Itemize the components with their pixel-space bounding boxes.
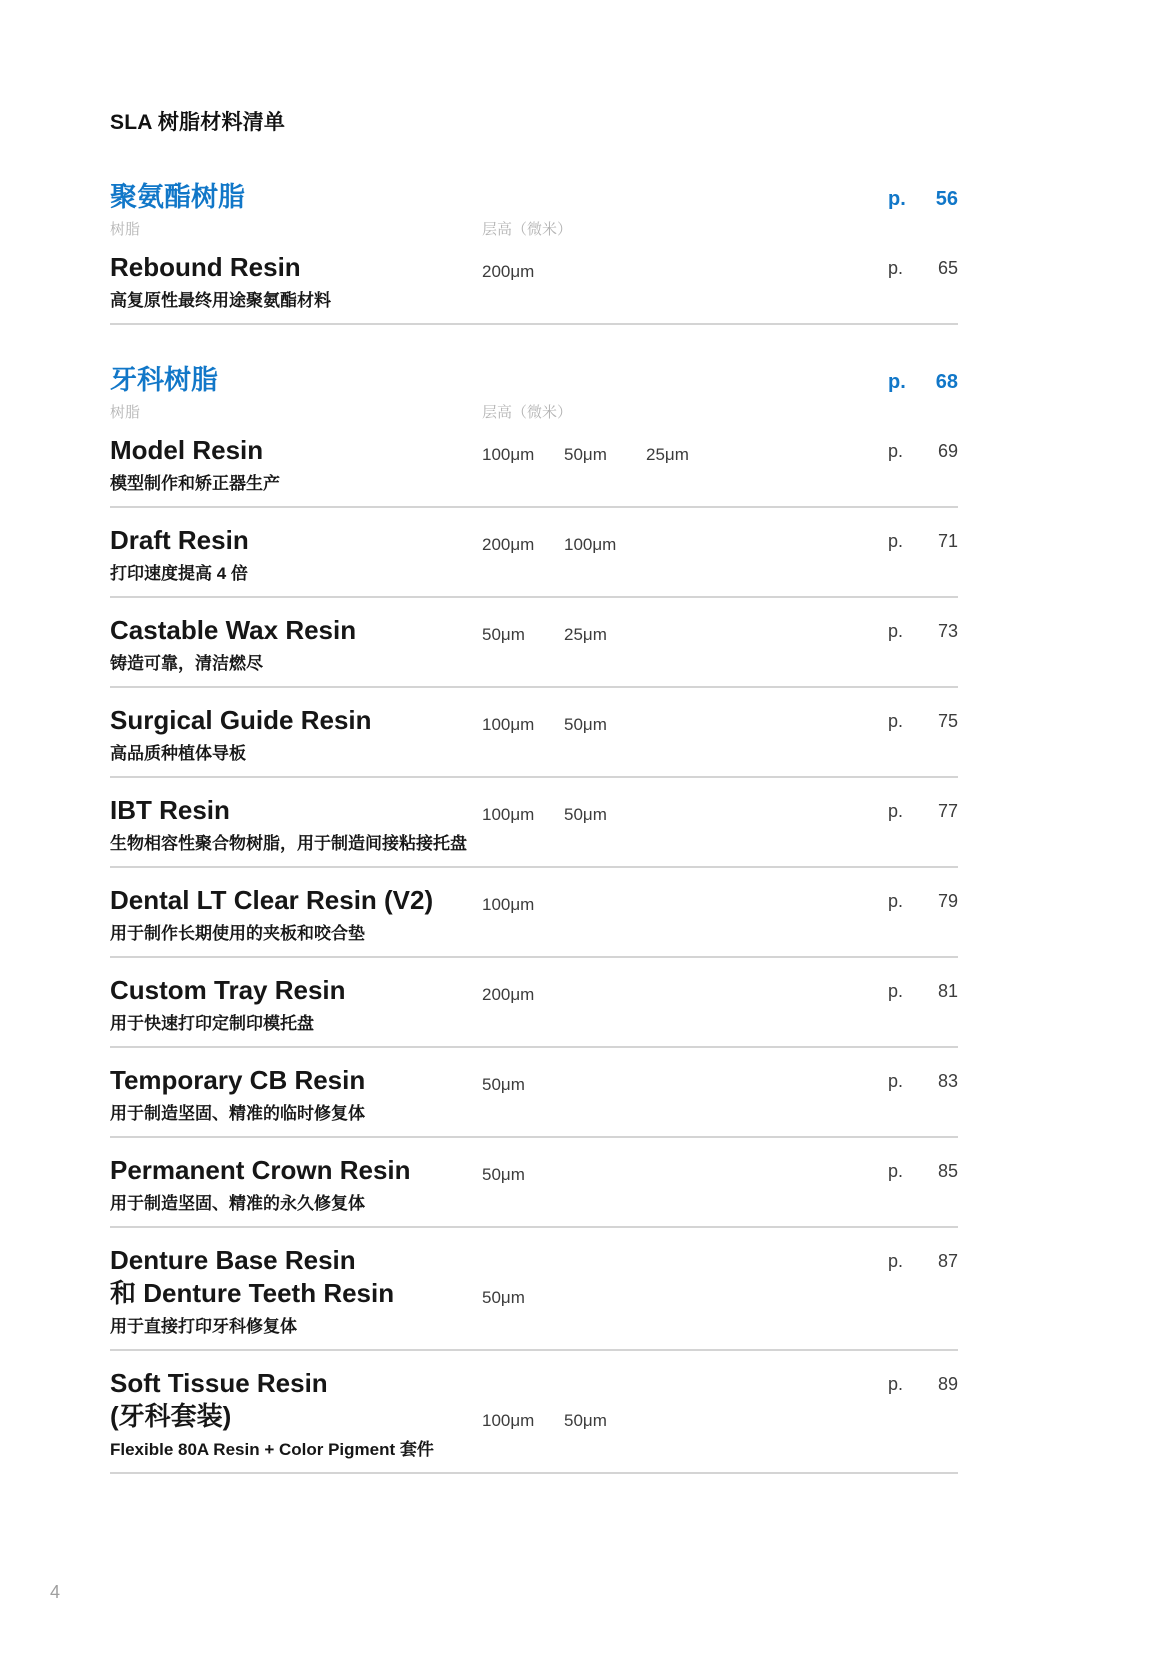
page-abbrev-label: p. (888, 371, 906, 393)
layer-height-value: 200μm (482, 262, 535, 281)
layer-height-value: 50μm (482, 1165, 525, 1184)
layer-height-value: 100μm (482, 895, 535, 914)
layer-height-value: 50μm (564, 1411, 607, 1430)
material-page-number: 83 (937, 1071, 958, 1091)
section-page-number: 56 (935, 188, 958, 210)
material-page-number: 89 (937, 1374, 958, 1394)
material-page-ref[interactable] (888, 1161, 958, 1182)
material-page-ref[interactable] (888, 801, 958, 822)
material-row-rebound-resin (110, 251, 958, 325)
layer-heights (482, 805, 646, 825)
layer-height-value: 100μm (564, 535, 617, 554)
layer-heights (482, 1075, 564, 1095)
material-row-ibt-resin (110, 794, 958, 868)
material-name: IBT Resin (110, 795, 230, 825)
layer-height-value: 50μm (482, 625, 525, 644)
material-row-surgical-guide-resin (110, 704, 958, 778)
material-page-ref[interactable] (888, 531, 958, 552)
layer-height-value: 25μm (646, 445, 689, 464)
page-abbrev-label: p. (888, 621, 904, 641)
layer-height-value: 50μm (564, 715, 607, 734)
layer-height-value: 100μm (482, 805, 535, 824)
material-name: Permanent Crown Resin (110, 1155, 411, 1185)
layer-height-value: 100μm (482, 1411, 535, 1430)
material-page-number: 81 (937, 981, 958, 1001)
material-description: 模型制作和矫正器生产 (110, 474, 280, 493)
section-header (110, 363, 958, 397)
section-header (110, 180, 958, 214)
layer-heights (482, 985, 564, 1005)
material-name: Rebound Resin (110, 252, 301, 282)
page-content (110, 106, 958, 1490)
column-headers (110, 401, 958, 422)
material-page-ref[interactable] (888, 621, 958, 642)
material-description: Flexible 80A Resin + Color Pigment 套件 (110, 1440, 434, 1459)
layer-height-value: 50μm (564, 445, 607, 464)
material-description: 铸造可靠，清洁燃尽 (110, 654, 263, 673)
material-row-model-resin (110, 434, 958, 508)
material-name: Draft Resin (110, 525, 249, 555)
layer-heights (482, 535, 646, 555)
column-label-resin: 树脂 (110, 221, 141, 238)
layer-height-value: 100μm (482, 715, 535, 734)
page-abbrev-label: p. (888, 1374, 904, 1394)
section-dental-resins (110, 363, 958, 1474)
material-row-denture-base-teeth-resin (110, 1244, 958, 1351)
section-title: 牙科树脂 (110, 365, 218, 395)
material-page-number: 75 (937, 711, 958, 731)
column-label-layer-height: 层高（微米） (482, 221, 573, 238)
layer-height-value: 200μm (482, 535, 535, 554)
section-page-ref[interactable] (888, 188, 958, 214)
section-polyurethane-resins (110, 180, 958, 325)
material-name: Denture Base Resin 和 Denture Teeth Resin (110, 1245, 395, 1308)
page-abbrev-label: p. (888, 531, 904, 551)
page-title: SLA 树脂材料清单 (110, 111, 286, 134)
material-name: Soft Tissue Resin (牙科套装) (110, 1368, 328, 1431)
material-page-ref[interactable] (888, 1251, 958, 1272)
material-description: 用于制造坚固、精准的临时修复体 (110, 1104, 365, 1123)
footer-page-number: 4 (50, 1582, 61, 1602)
material-name: Dental LT Clear Resin (V2) (110, 885, 434, 915)
material-description: 用于直接打印牙科修复体 (110, 1317, 297, 1336)
material-row-soft-tissue-resin (110, 1367, 958, 1474)
material-page-ref[interactable] (888, 1374, 958, 1395)
layer-height-value: 100μm (482, 445, 535, 464)
material-page-ref[interactable] (888, 441, 958, 462)
material-name: Temporary CB Resin (110, 1065, 366, 1095)
layer-height-value: 25μm (564, 625, 607, 644)
material-row-permanent-crown-resin (110, 1154, 958, 1228)
material-page-number: 87 (937, 1251, 958, 1271)
material-description: 高复原性最终用途聚氨酯材料 (110, 291, 331, 310)
material-name: Surgical Guide Resin (110, 705, 372, 735)
material-page-number: 71 (937, 531, 958, 551)
material-description: 用于制作长期使用的夹板和咬合垫 (110, 924, 365, 943)
material-page-number: 79 (937, 891, 958, 911)
column-label-layer-height: 层高（微米） (482, 404, 573, 421)
section-page-ref[interactable] (888, 371, 958, 397)
page-abbrev-label: p. (888, 711, 904, 731)
material-row-custom-tray-resin (110, 974, 958, 1048)
material-page-ref[interactable] (888, 981, 958, 1002)
column-label-resin: 树脂 (110, 404, 141, 421)
layer-heights (482, 895, 564, 915)
page-abbrev-label: p. (888, 1071, 904, 1091)
page-abbrev-label: p. (888, 188, 906, 210)
material-description: 用于制造坚固、精准的永久修复体 (110, 1194, 365, 1213)
material-page-number: 65 (937, 258, 958, 278)
material-page-number: 69 (937, 441, 958, 461)
layer-height-value: 200μm (482, 985, 535, 1004)
material-page-number: 73 (937, 621, 958, 641)
material-page-ref[interactable] (888, 258, 958, 279)
section-page-number: 68 (935, 371, 958, 393)
material-row-draft-resin (110, 524, 958, 598)
column-headers (110, 218, 958, 239)
page-abbrev-label: p. (888, 891, 904, 911)
material-page-ref[interactable] (888, 1071, 958, 1092)
material-name: Model Resin (110, 435, 264, 465)
section-title: 聚氨酯树脂 (110, 182, 245, 212)
page-abbrev-label: p. (888, 981, 904, 1001)
material-row-castable-wax-resin (110, 614, 958, 688)
material-description: 用于快速打印定制印模托盘 (110, 1014, 314, 1033)
material-page-ref[interactable] (888, 891, 958, 912)
page-abbrev-label: p. (888, 1251, 904, 1271)
material-page-number: 85 (937, 1161, 958, 1181)
material-page-ref[interactable] (888, 711, 958, 732)
page-abbrev-label: p. (888, 1161, 904, 1181)
material-name: Custom Tray Resin (110, 975, 346, 1005)
layer-heights (482, 1288, 564, 1308)
material-name: Castable Wax Resin (110, 615, 357, 645)
material-page-number: 77 (937, 801, 958, 821)
layer-heights (482, 1165, 564, 1185)
layer-heights (482, 445, 728, 465)
material-description: 打印速度提高 4 倍 (110, 564, 248, 583)
layer-height-value: 50μm (482, 1288, 525, 1307)
layer-heights (482, 625, 646, 645)
material-row-temporary-cb-resin (110, 1064, 958, 1138)
layer-height-value: 50μm (482, 1075, 525, 1094)
material-description: 高品质种植体导板 (110, 744, 246, 763)
layer-height-value: 50μm (564, 805, 607, 824)
layer-heights (482, 1411, 646, 1431)
layer-heights (482, 715, 646, 735)
page-abbrev-label: p. (888, 801, 904, 821)
material-row-dental-lt-clear-resin (110, 884, 958, 958)
page-abbrev-label: p. (888, 441, 904, 461)
material-description: 生物相容性聚合物树脂，用于制造间接粘接托盘 (110, 834, 467, 853)
layer-heights (482, 262, 564, 282)
page-abbrev-label: p. (888, 258, 904, 278)
